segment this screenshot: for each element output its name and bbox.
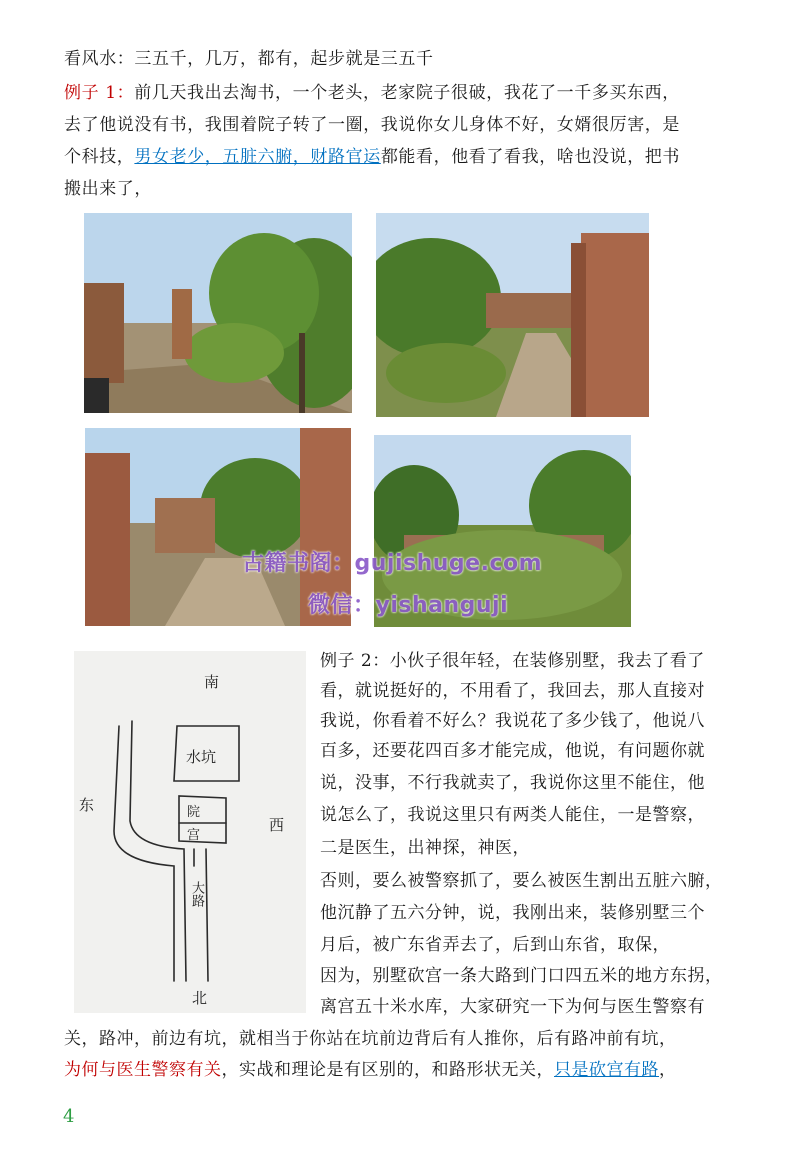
- example1-line3-before: 个科技，: [64, 147, 135, 167]
- sketch-pit-label: 水坑: [186, 748, 217, 766]
- example1-line4: 搬出来了，: [64, 179, 152, 199]
- example2-line-2: 看，就说挺好的，不用看了，我回去，那人直接对: [320, 681, 705, 701]
- example2-line-6: 说怎么了，我说这里只有两类人能住，一是警察，: [320, 805, 705, 825]
- sketch-north-label: 北: [192, 989, 208, 1007]
- sketch-west-label: 西: [269, 816, 285, 834]
- example1-line1: [64, 81, 680, 105]
- courtyard-photo-2: [376, 213, 649, 417]
- example2-line-7: 二是医生，出神探，神医，: [320, 838, 530, 858]
- sketch-palace-label: 宫: [187, 828, 201, 843]
- example2-full-line: 关，路冲，前边有坑，就相当于你站在坑前边背后有人推你，后有路冲前有坑，: [64, 1029, 677, 1049]
- watermark-wechat: 微信：yishanguji: [308, 593, 509, 618]
- watermark-site: 古籍书阁：gujishuge.com: [242, 551, 543, 576]
- example2-line-10: 月后，被广东省弄去了，后到山东省，取保，: [320, 935, 670, 955]
- example1-line1-text: 前几天我出去淘书，一个老头，老家院子很破，我花了一千多买东西，: [134, 83, 680, 103]
- example1-line3: [64, 145, 680, 169]
- example2-last-line: [64, 1055, 677, 1085]
- intro-line: 看风水：三五千，几万，都有，起步就是三五千: [64, 49, 434, 69]
- sketch-east-label: 东: [79, 796, 95, 814]
- example1-label: 例子 1：: [64, 83, 135, 103]
- courtyard-photo-1: [84, 213, 352, 413]
- example2-last-mid: ，实战和理论是有区别的，和路形状无关，: [221, 1060, 554, 1080]
- example1-highlight-link[interactable]: 男女老少，五脏六腑，财路官运: [134, 147, 381, 167]
- sketch-south-label: 南: [204, 673, 220, 691]
- example2-line-9: 他沉静了五六分钟，说，我刚出来，装修别墅三个: [320, 903, 705, 923]
- example2-line-4: 百多，还要花四百多才能完成，他说，有问题你就: [320, 741, 705, 761]
- sketch-yard-label: 院: [187, 805, 201, 820]
- example1-line2: 去了他说没有书，我围着院子转了一圈，我说你女儿身体不好，女婿很厉害，是: [64, 115, 680, 135]
- example1-line3-after: 都能看，他看了看我，啥也没说，把书: [380, 147, 681, 167]
- example2-line-3: 我说，你看着不好么？我说花了多少钱了，他说八: [320, 711, 705, 731]
- example2-line-1: 例子 2：小伙子很年轻，在装修别墅，我去了看了: [320, 651, 705, 671]
- example2-line-8: 否则，要么被警察抓了，要么被医生割出五脏六腑，: [320, 871, 723, 891]
- sketch-road-label: 大路: [189, 881, 204, 907]
- example2-line-11: 因为，别墅砍宫一条大路到门口四五米的地方东拐，: [320, 966, 723, 986]
- sketch-diagram: [74, 651, 306, 1013]
- example2-last-end: ，: [659, 1060, 677, 1080]
- page-number: 4: [63, 1106, 75, 1127]
- example2-red-phrase: 为何与医生警察有关: [64, 1060, 222, 1080]
- example2-line-5: 说，没事，不行我就卖了，我说你这里不能住，他: [320, 773, 705, 793]
- example2-highlight-link[interactable]: 只是砍宫有路: [554, 1060, 659, 1080]
- example2-line-12: 离宫五十米水库，大家研究一下为何与医生警察有: [320, 997, 705, 1017]
